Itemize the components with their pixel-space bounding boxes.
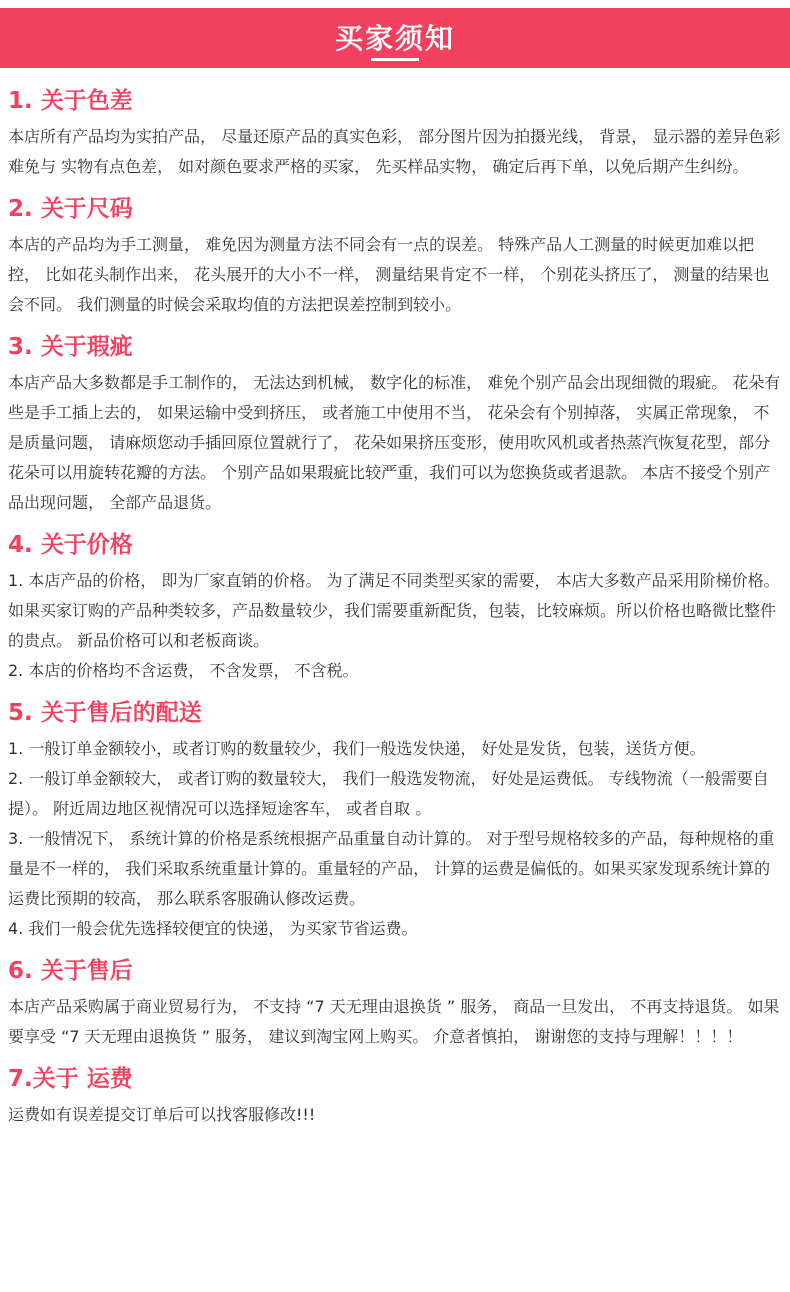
header-banner [0,8,790,68]
section-title: 7.关于 运费 [8,1066,133,1092]
notice-content [0,68,790,1130]
section-title: 3. 关于瑕疵 [8,334,133,360]
section-title: 5. 关于售后的配送 [8,700,202,726]
section-defects [8,332,782,518]
section-paragraph: 运费如有误差提交订单后可以找客服修改!!! [8,1105,316,1124]
section-title: 2. 关于尺码 [8,196,133,222]
section-color-difference [8,86,782,182]
section-delivery [8,698,782,944]
section-paragraph: 本店的产品均为手工测量， 难免因为测量方法不同会有一点的误差。 特殊产品人工测量的时候更加难以把控， 比如花头制作出来， 花头展开的大小不一样， 测量结果肯定不一样， 个别花头挤压了， 测量的结果也会不同。 我们测量的时候会采取均值的方法把误差控制到较小。 [8,235,770,314]
section-price [8,530,782,686]
page-title: 买家须知 [334,22,455,55]
section-paragraph: 3. 一般情况下， 系统计算的价格是系统根据产品重量自动计算的。 对于型号规格较多的产品，每种规格的重量是不一样的， 我们采取系统重量计算的。重量轻的产品， 计算的运费是偏低的。如果买家发现系统计算的运费比预期的较高， 那么联系客服确认修改运费。 [8,829,775,908]
section-title: 4. 关于价格 [8,532,133,558]
section-paragraph: 本店产品大多数都是手工制作的， 无法达到机械， 数字化的标准， 难免个别产品会出现细微的瑕疵。 花朵有些是手工插上去的， 如果运输中受到挤压， 或者施工中使用不当， 花朵会有个别掉落， 实属正常现象， 不是质量问题， 请麻烦您动手插回原位置就行了， 花朵如果挤压变形，使用吹风机或者热蒸汽恢复花型，部分花朵可以用旋转花瓣的方法。 个别产品如果瑕疵比较严重，我们可以为您换货或者退款。 本店不接受个别产品出现问题， 全部产品退货。 [8,373,781,512]
section-paragraph: 2. 本店的价格均不含运费， 不含发票， 不含税。 [8,661,359,680]
section-paragraph: 1. 一般订单金额较小，或者订购的数量较少，我们一般选发快递， 好处是发货，包装，送货方便。 [8,739,706,758]
section-paragraph: 1. 本店产品的价格， 即为厂家直销的价格。 为了满足不同类型买家的需要， 本店大多数产品采用阶梯价格。 如果买家订购的产品种类较多，产品数量较少，我们需要重新配货，包装，比较麻烦。所以价格也略微比整件的贵点。 新品价格可以和老板商谈。 [8,571,780,650]
section-shipping-fee [8,1064,782,1130]
section-paragraph: 2. 一般订单金额较大， 或者订购的数量较大， 我们一般选发物流， 好处是运费低。 专线物流（一般需要自提）。 附近周边地区视情况可以选择短途客车， 或者自取 。 [8,769,769,818]
section-title: 6. 关于售后 [8,958,133,984]
section-after-sales [8,956,782,1052]
section-paragraph: 本店所有产品均为实拍产品， 尽量还原产品的真实色彩， 部分图片因为拍摄光线， 背景， 显示器的差异色彩难免与 实物有点色差， 如对颜色要求严格的买家， 先买样品实物， 确定后再下单，以免后期产生纠纷。 [8,127,781,176]
section-paragraph: 本店产品采购属于商业贸易行为， 不支持 “7 天无理由退换货 ” 服务， 商品一旦发出， 不再支持退货。 如果要享受 “7 天无理由退换货 ” 服务， 建议到淘宝网上购买。 介意者慎拍， 谢谢您的支持与理解！！！！ [8,997,780,1046]
section-title: 1. 关于色差 [8,88,133,114]
section-paragraph: 4. 我们一般会优先选择较便宜的快递， 为买家节省运费。 [8,919,418,938]
section-size [8,194,782,320]
title-underline [371,58,419,61]
